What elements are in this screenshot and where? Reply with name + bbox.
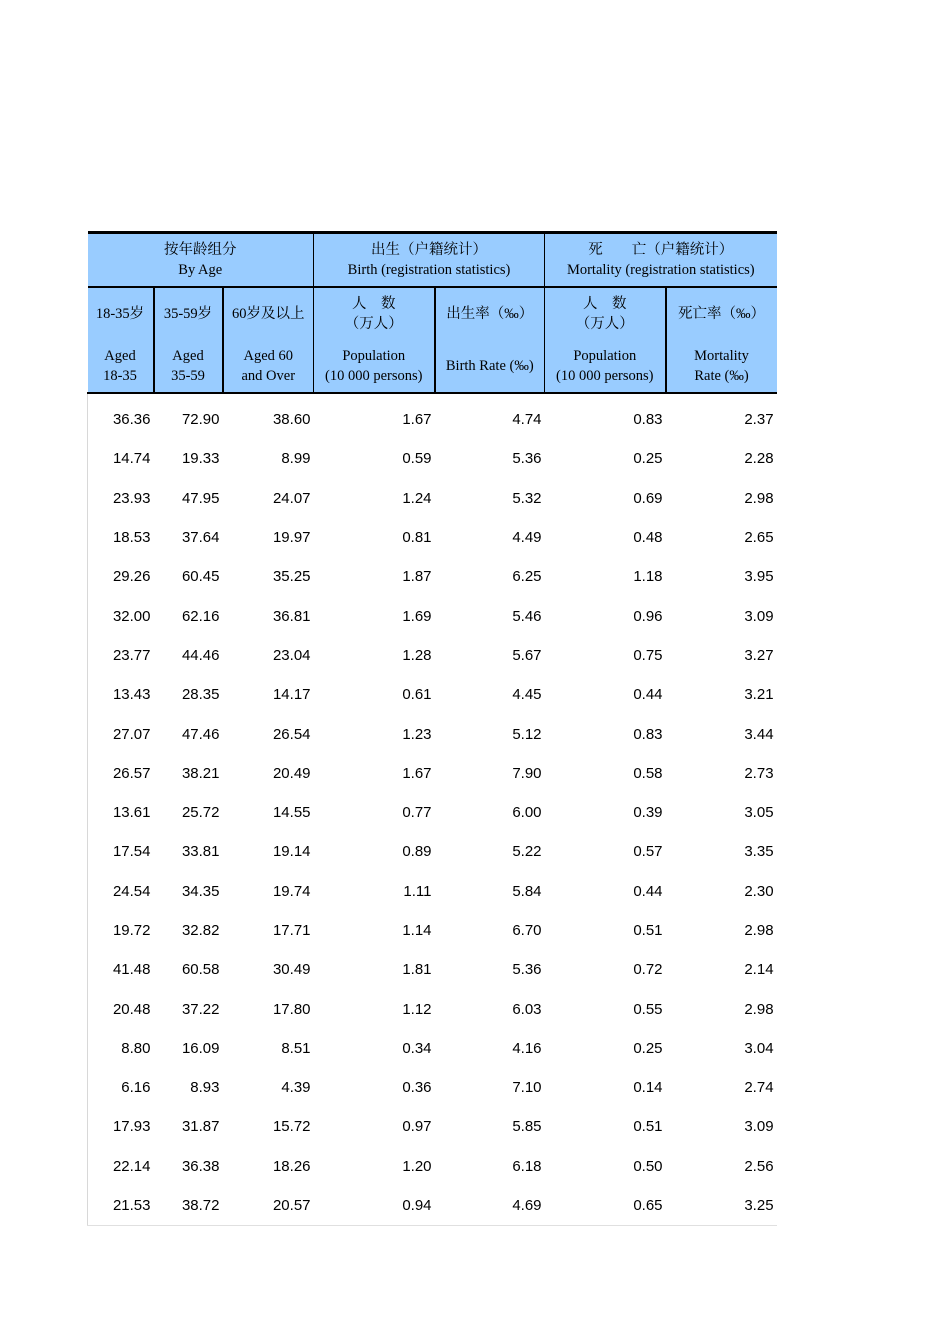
table-row bbox=[88, 989, 777, 1028]
mort-pop-en1: Population bbox=[573, 348, 637, 364]
cell-aged-60-over: 36.81 bbox=[272, 607, 311, 625]
cell-birth-rate: 4.69 bbox=[435, 1186, 545, 1226]
cell-aged-18-35: 21.53 bbox=[88, 1186, 154, 1226]
cell-aged-35-59: 16.09 bbox=[181, 1039, 220, 1057]
group-birth-cn: 出生（户籍统计） bbox=[371, 242, 488, 258]
cell-aged-35-59: 25.72 bbox=[181, 804, 220, 822]
cell-aged-35-59: 28.35 bbox=[181, 686, 220, 704]
col-header-mortality-rate bbox=[666, 287, 777, 393]
age-60-en1: Aged 60 bbox=[243, 348, 294, 364]
cell-aged-18-35: 22.14 bbox=[88, 1147, 154, 1186]
cell-aged-60-over: 19.74 bbox=[272, 882, 311, 900]
table-row bbox=[88, 911, 777, 950]
cell-aged-60-over: 30.49 bbox=[272, 961, 311, 979]
cell-aged-35-59: 19.33 bbox=[181, 450, 220, 468]
cell-birth-population: 1.24 bbox=[402, 489, 432, 507]
cell-mortality-population: 0.44 bbox=[633, 686, 663, 704]
age-18-35-en2: 18-35 bbox=[103, 368, 137, 384]
cell-aged-35-59: 8.93 bbox=[190, 1079, 220, 1097]
cell-birth-rate: 7.90 bbox=[512, 764, 542, 782]
table-row bbox=[88, 518, 777, 557]
cell-birth-population: 1.23 bbox=[402, 725, 432, 743]
cell-aged-60-over: 23.04 bbox=[272, 646, 311, 664]
cell-aged-18-35: 41.48 bbox=[88, 950, 154, 989]
cell-aged-18-35: 8.80 bbox=[88, 1029, 154, 1068]
cell-mortality-rate: 3.21 bbox=[744, 686, 774, 704]
cell-birth-rate: 5.84 bbox=[512, 882, 542, 900]
cell-aged-60-over: 35.25 bbox=[272, 568, 311, 586]
cell-birth-population: 0.89 bbox=[402, 843, 432, 861]
age-35-59-cn: 35-59岁 bbox=[163, 306, 213, 322]
cell-birth-population: 1.69 bbox=[402, 607, 432, 625]
cell-birth-population: 0.61 bbox=[402, 686, 432, 704]
col-header-age-60 bbox=[223, 287, 314, 393]
cell-mortality-rate: 3.25 bbox=[666, 1186, 777, 1226]
cell-aged-18-35: 27.07 bbox=[88, 714, 154, 753]
cell-birth-rate: 6.00 bbox=[512, 804, 542, 822]
cell-mortality-population: 0.55 bbox=[633, 1000, 663, 1018]
table-row bbox=[88, 950, 777, 989]
age-18-35-en1: Aged bbox=[104, 348, 136, 364]
cell-aged-35-59: 47.46 bbox=[181, 725, 220, 743]
cell-aged-35-59: 60.58 bbox=[181, 961, 220, 979]
cell-mortality-rate: 2.74 bbox=[744, 1079, 774, 1097]
table-row bbox=[88, 1107, 777, 1146]
cell-mortality-population: 0.44 bbox=[633, 882, 663, 900]
cell-mortality-rate: 3.04 bbox=[744, 1039, 774, 1057]
cell-mortality-rate: 2.73 bbox=[744, 764, 774, 782]
cell-aged-18-35: 13.43 bbox=[88, 675, 154, 714]
birth-rate-cn: 出生率（‰） bbox=[446, 306, 534, 322]
cell-mortality-rate: 3.35 bbox=[744, 843, 774, 861]
cell-mortality-rate: 3.44 bbox=[744, 725, 774, 743]
age-18-35-cn: 18-35岁 bbox=[95, 306, 145, 322]
table-row bbox=[88, 636, 777, 675]
cell-birth-population: 1.12 bbox=[402, 1000, 432, 1018]
cell-aged-35-59: 34.35 bbox=[181, 882, 220, 900]
birth-pop-cn1: 人 数 bbox=[352, 296, 396, 312]
cell-mortality-population: 1.18 bbox=[633, 568, 663, 586]
cell-aged-18-35: 19.72 bbox=[88, 911, 154, 950]
cell-birth-rate: 5.36 bbox=[512, 450, 542, 468]
cell-aged-35-59: 32.82 bbox=[181, 922, 220, 939]
cell-aged-18-35: 32.00 bbox=[88, 596, 154, 635]
cell-mortality-population: 0.25 bbox=[633, 450, 663, 468]
table-row bbox=[88, 1029, 777, 1068]
cell-birth-population: 1.28 bbox=[402, 646, 432, 664]
cell-aged-35-59: 31.87 bbox=[181, 1118, 220, 1136]
cell-mortality-population: 0.50 bbox=[633, 1157, 663, 1175]
table-row bbox=[88, 1147, 777, 1186]
cell-birth-population: 1.20 bbox=[402, 1157, 432, 1175]
cell-birth-rate: 4.16 bbox=[512, 1039, 542, 1057]
col-header-age-18-35 bbox=[88, 287, 154, 393]
cell-birth-rate: 7.10 bbox=[512, 1079, 542, 1097]
cell-aged-18-35: 17.54 bbox=[88, 832, 154, 871]
table-row bbox=[88, 1186, 777, 1226]
cell-mortality-population: 0.72 bbox=[633, 961, 663, 979]
cell-birth-population: 1.81 bbox=[402, 961, 432, 979]
table-row bbox=[88, 596, 777, 635]
cell-mortality-rate: 2.14 bbox=[744, 961, 774, 979]
group-header-age bbox=[88, 233, 314, 288]
table-row bbox=[88, 832, 777, 871]
cell-birth-rate: 5.85 bbox=[512, 1118, 542, 1136]
cell-aged-60-over: 15.72 bbox=[272, 1118, 311, 1136]
table-row bbox=[88, 1068, 777, 1107]
age-60-cn: 60岁及以上 bbox=[232, 306, 305, 322]
cell-birth-rate: 6.25 bbox=[512, 568, 542, 586]
cell-aged-18-35: 20.48 bbox=[88, 989, 154, 1028]
cell-birth-rate: 6.03 bbox=[512, 1000, 542, 1018]
cell-mortality-rate: 2.37 bbox=[744, 411, 774, 429]
cell-mortality-population: 0.58 bbox=[633, 764, 663, 782]
cell-aged-35-59: 47.95 bbox=[181, 489, 220, 507]
group-header-mortality bbox=[545, 233, 777, 288]
birth-rate-en: Birth Rate (‰) bbox=[445, 358, 534, 374]
cell-birth-population: 0.77 bbox=[402, 804, 432, 822]
cell-birth-rate: 6.70 bbox=[512, 922, 542, 939]
spacer-row bbox=[88, 393, 777, 400]
col-header-birth-rate bbox=[435, 287, 545, 393]
cell-mortality-population: 0.83 bbox=[633, 725, 663, 743]
cell-mortality-population: 0.65 bbox=[545, 1186, 666, 1226]
cell-aged-60-over: 8.51 bbox=[281, 1039, 311, 1057]
cell-mortality-rate: 2.30 bbox=[744, 882, 774, 900]
cell-aged-60-over: 20.49 bbox=[272, 764, 311, 782]
cell-birth-population: 0.97 bbox=[402, 1118, 432, 1136]
mort-rate-cn: 死亡率（‰） bbox=[678, 306, 766, 322]
mort-rate-en2: Rate (‰) bbox=[694, 368, 749, 384]
table-row bbox=[88, 793, 777, 832]
cell-aged-35-59: 62.16 bbox=[181, 607, 220, 625]
cell-mortality-rate: 3.09 bbox=[744, 607, 774, 625]
cell-aged-60-over: 19.97 bbox=[272, 529, 311, 547]
group-header-birth bbox=[314, 233, 545, 288]
cell-birth-population: 1.67 bbox=[402, 764, 432, 782]
cell-aged-60-over: 14.55 bbox=[272, 804, 311, 822]
cell-mortality-population: 0.96 bbox=[633, 607, 663, 625]
cell-birth-population: 0.36 bbox=[402, 1079, 432, 1097]
cell-aged-60-over: 14.17 bbox=[272, 686, 311, 704]
cell-mortality-population: 0.51 bbox=[633, 922, 663, 939]
mort-rate-en1: Mortality bbox=[694, 348, 749, 364]
table-row bbox=[88, 557, 777, 596]
cell-aged-18-35: 14.74 bbox=[88, 439, 154, 478]
table-row bbox=[88, 439, 777, 478]
table-row bbox=[88, 714, 777, 753]
cell-aged-35-59: 44.46 bbox=[181, 646, 220, 664]
cell-birth-population: 0.34 bbox=[402, 1039, 432, 1057]
cell-mortality-population: 0.83 bbox=[633, 411, 663, 429]
cell-mortality-rate: 3.95 bbox=[744, 568, 774, 586]
cell-mortality-rate: 2.98 bbox=[744, 489, 774, 507]
table-row bbox=[88, 479, 777, 518]
table-row bbox=[88, 872, 777, 911]
birth-pop-en1: Population bbox=[342, 348, 406, 364]
cell-aged-18-35: 24.54 bbox=[88, 872, 154, 911]
table-row bbox=[88, 400, 777, 439]
cell-aged-18-35: 23.93 bbox=[88, 479, 154, 518]
cell-birth-population: 1.14 bbox=[402, 922, 432, 939]
cell-birth-rate: 6.18 bbox=[512, 1157, 542, 1175]
cell-aged-18-35: 6.16 bbox=[88, 1068, 154, 1107]
cell-aged-60-over: 4.39 bbox=[281, 1079, 311, 1097]
cell-mortality-rate: 3.27 bbox=[744, 646, 774, 664]
cell-birth-rate: 4.74 bbox=[512, 411, 542, 429]
cell-aged-18-35: 17.93 bbox=[88, 1107, 154, 1146]
cell-aged-60-over: 8.99 bbox=[281, 450, 311, 468]
cell-mortality-rate: 2.98 bbox=[744, 1000, 774, 1018]
cell-aged-35-59: 60.45 bbox=[181, 568, 220, 586]
cell-birth-population: 0.94 bbox=[314, 1186, 435, 1226]
mort-pop-en2: (10 000 persons) bbox=[556, 368, 654, 384]
cell-birth-rate: 5.36 bbox=[512, 961, 542, 979]
cell-birth-rate: 5.12 bbox=[512, 725, 542, 743]
mort-pop-cn2: （万人） bbox=[575, 316, 634, 332]
group-mortality-cn: 死 亡（户籍统计） bbox=[588, 242, 734, 258]
group-age-cn: 按年龄组分 bbox=[164, 242, 237, 258]
cell-birth-rate: 4.45 bbox=[512, 686, 542, 704]
cell-aged-60-over: 26.54 bbox=[272, 725, 311, 743]
cell-birth-rate: 4.49 bbox=[512, 529, 542, 547]
cell-mortality-population: 0.39 bbox=[633, 804, 663, 822]
cell-aged-60-over: 19.14 bbox=[272, 843, 311, 861]
cell-aged-35-59: 72.90 bbox=[181, 411, 220, 429]
cell-aged-18-35: 36.36 bbox=[88, 400, 154, 439]
cell-birth-rate: 5.67 bbox=[512, 646, 542, 664]
birth-pop-cn2: （万人） bbox=[344, 316, 403, 332]
age-35-59-en1: Aged bbox=[172, 348, 204, 364]
cell-birth-rate: 5.22 bbox=[512, 843, 542, 861]
cell-aged-60-over: 20.57 bbox=[223, 1186, 314, 1226]
table-row bbox=[88, 754, 777, 793]
cell-birth-rate: 5.32 bbox=[512, 489, 542, 507]
age-35-59-en2: 35-59 bbox=[171, 368, 205, 384]
cell-mortality-rate: 3.05 bbox=[744, 804, 774, 822]
cell-mortality-population: 0.48 bbox=[633, 529, 663, 547]
cell-mortality-population: 0.14 bbox=[633, 1079, 663, 1097]
cell-aged-60-over: 24.07 bbox=[272, 489, 311, 507]
group-birth-en: Birth (registration statistics) bbox=[347, 262, 511, 278]
cell-aged-60-over: 38.60 bbox=[272, 411, 311, 429]
cell-aged-18-35: 26.57 bbox=[88, 754, 154, 793]
cell-birth-population: 1.67 bbox=[402, 411, 432, 429]
cell-aged-18-35: 13.61 bbox=[88, 793, 154, 832]
cell-mortality-rate: 2.56 bbox=[744, 1157, 774, 1175]
cell-aged-35-59: 38.72 bbox=[154, 1186, 223, 1226]
cell-aged-18-35: 29.26 bbox=[88, 557, 154, 596]
cell-birth-population: 0.59 bbox=[402, 450, 432, 468]
age-60-en2: and Over bbox=[241, 368, 296, 384]
cell-mortality-population: 0.57 bbox=[633, 843, 663, 861]
group-mortality-en: Mortality (registration statistics) bbox=[566, 262, 755, 278]
cell-mortality-rate: 3.09 bbox=[744, 1118, 774, 1136]
birth-pop-en2: (10 000 persons) bbox=[325, 368, 423, 384]
cell-mortality-population: 0.75 bbox=[633, 646, 663, 664]
group-age-en: By Age bbox=[178, 262, 223, 278]
group-header-row bbox=[88, 233, 777, 288]
cell-aged-35-59: 37.64 bbox=[181, 529, 220, 547]
col-header-age-35-59 bbox=[154, 287, 223, 393]
cell-aged-35-59: 33.81 bbox=[181, 843, 220, 861]
cell-mortality-rate: 2.28 bbox=[744, 450, 774, 468]
cell-mortality-population: 0.51 bbox=[633, 1118, 663, 1136]
table-body bbox=[88, 393, 777, 1226]
table-row bbox=[88, 675, 777, 714]
cell-aged-60-over: 18.26 bbox=[272, 1157, 311, 1175]
cell-mortality-population: 0.25 bbox=[633, 1039, 663, 1057]
cell-mortality-population: 0.69 bbox=[633, 489, 663, 507]
population-statistics-table bbox=[87, 231, 777, 1226]
cell-aged-35-59: 37.22 bbox=[181, 1000, 220, 1018]
cell-birth-population: 0.81 bbox=[402, 529, 432, 547]
column-header-row bbox=[88, 287, 777, 393]
cell-aged-18-35: 23.77 bbox=[88, 636, 154, 675]
cell-birth-population: 1.87 bbox=[402, 568, 432, 586]
cell-aged-60-over: 17.71 bbox=[272, 922, 311, 939]
col-header-birth-population bbox=[314, 287, 435, 393]
cell-aged-18-35: 18.53 bbox=[88, 518, 154, 557]
cell-birth-population: 1.11 bbox=[403, 882, 432, 900]
col-header-mortality-population bbox=[545, 287, 666, 393]
cell-mortality-rate: 2.65 bbox=[744, 529, 774, 547]
cell-mortality-rate: 2.98 bbox=[744, 922, 774, 939]
cell-aged-60-over: 17.80 bbox=[272, 1000, 311, 1018]
cell-birth-rate: 5.46 bbox=[512, 607, 542, 625]
cell-aged-35-59: 38.21 bbox=[181, 764, 220, 782]
cell-aged-35-59: 36.38 bbox=[181, 1157, 220, 1175]
mort-pop-cn1: 人 数 bbox=[583, 296, 627, 312]
